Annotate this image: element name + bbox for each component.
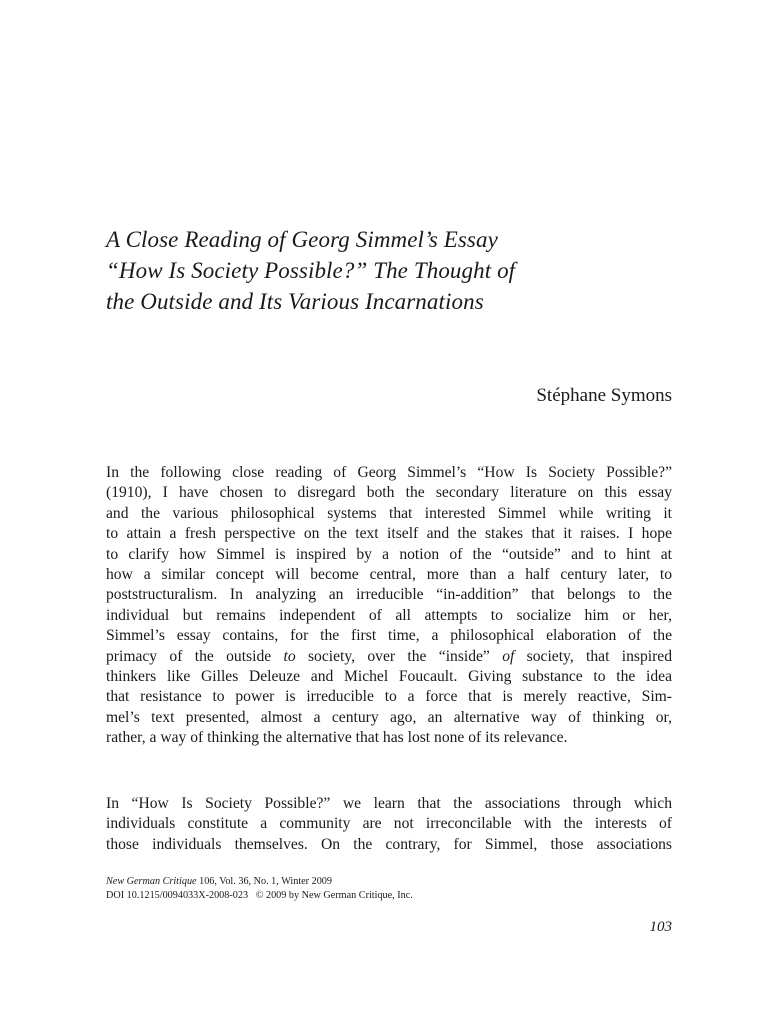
abstract-text: primacy of the outside bbox=[106, 647, 284, 665]
abstract-line: poststructuralism. In analyzing an irreducible “in-addition” that belongs to the bbox=[106, 586, 672, 604]
abstract-line: In the following close reading of Georg Simmel’s “How Is Society Possible?” bbox=[106, 464, 672, 481]
abstract-text: society, that inspired bbox=[514, 647, 672, 665]
title-line: the Outside and Its Various Incarnations bbox=[106, 289, 484, 314]
journal-citation bbox=[106, 875, 413, 889]
journal-name: New German Critique bbox=[106, 876, 197, 887]
abstract-line: that resistance to power is irreducible to a force that is merely reactive, Sim- bbox=[106, 688, 672, 706]
abstract-line: to attain a fresh perspective on the text itself and the stakes that it raises. I hope bbox=[106, 525, 672, 543]
emphasis-to: to bbox=[283, 647, 296, 665]
abstract-line: rather, a way of thinking the alternative that has lost none of its relevance. bbox=[106, 729, 568, 747]
abstract-line: individual but remains independent of all attempts to socialize him or her, bbox=[106, 606, 672, 624]
author-name: Stéphane Symons bbox=[536, 385, 672, 406]
title-line: A Close Reading of Georg Simmel’s Essay bbox=[106, 227, 498, 252]
abstract-line: and the various philosophical systems that interested Simmel while writing it bbox=[106, 504, 672, 522]
body-line: In “How Is Society Possible?” we learn that the associations through which bbox=[106, 795, 672, 812]
abstract-text: society, over the “inside” bbox=[295, 647, 503, 665]
body-line: individuals constitute a community are not irreconcilable with the interests of bbox=[106, 815, 672, 833]
emphasis-of: of bbox=[502, 647, 515, 665]
abstract-line bbox=[106, 647, 672, 667]
title-line: “How Is Society Possible?” The Thought of bbox=[106, 258, 516, 283]
journal-issue: 106, Vol. 36, No. 1, Winter 2009 bbox=[196, 876, 332, 887]
abstract-line: thinkers like Gilles Deleuze and Michel Foucault. Giving substance to the idea bbox=[106, 668, 672, 686]
abstract-line: Simmel’s essay contains, for the first time, a philosophical elaboration of the bbox=[106, 627, 672, 645]
abstract bbox=[106, 463, 672, 749]
abstract-line: mel’s text presented, almost a century ago, an alternative way of thinking or, bbox=[106, 708, 672, 726]
doi-copyright: DOI 10.1215/0094033X-2008-023 © 2009 by New German Critique, Inc. bbox=[106, 889, 413, 901]
abstract-line: to clarify how Simmel is inspired by a notion of the “outside” and to hint at bbox=[106, 545, 672, 563]
page-number: 103 bbox=[649, 919, 672, 935]
body-line: those individuals themselves. On the contrary, for Simmel, those associations bbox=[106, 835, 672, 853]
abstract-line: (1910), I have chosen to disregard both the secondary literature on this essay bbox=[106, 484, 672, 502]
citation-footer bbox=[106, 875, 413, 902]
abstract-line: how a similar concept will become central, more than a half century later, to bbox=[106, 566, 672, 584]
article-page bbox=[106, 0, 672, 1024]
body-paragraph bbox=[106, 794, 672, 855]
article-title bbox=[106, 224, 672, 317]
